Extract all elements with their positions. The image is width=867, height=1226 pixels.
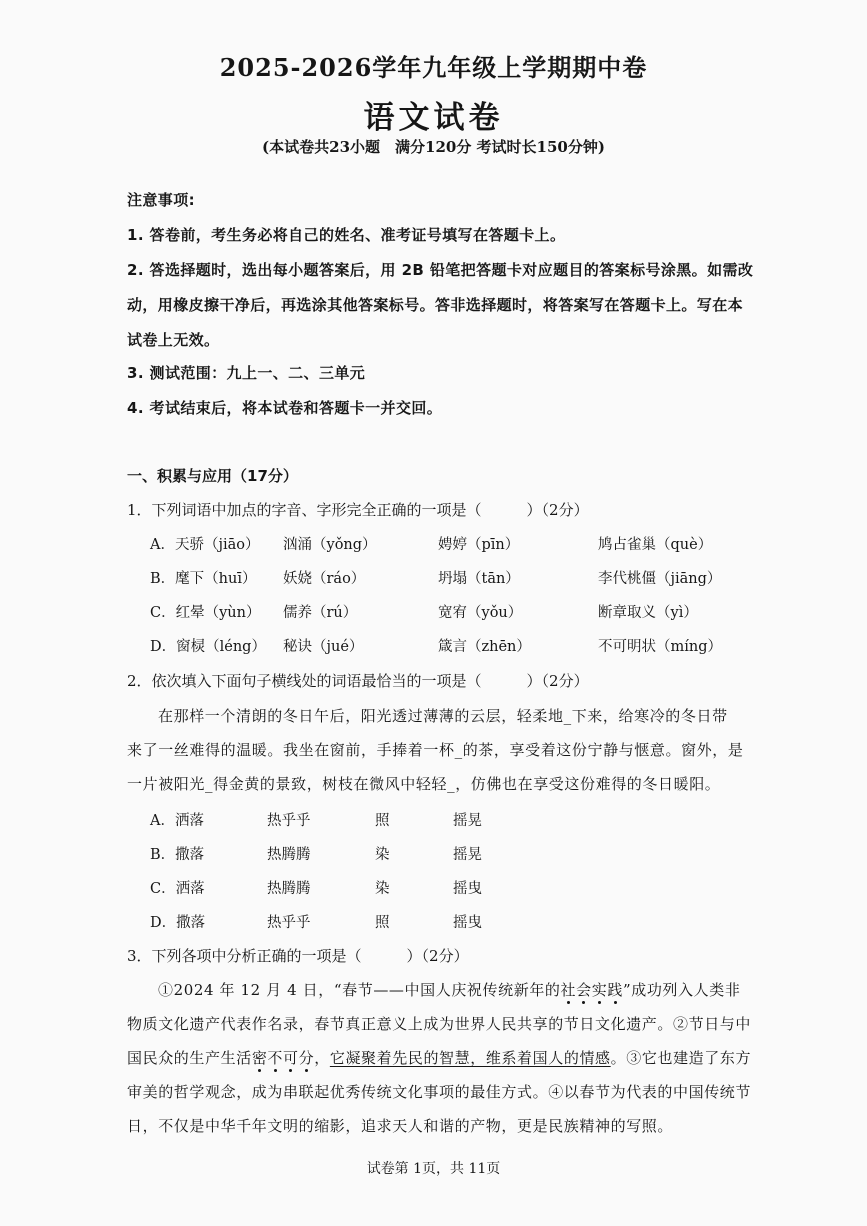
question-2-passage-line-2: 来了一丝难得的温暖。我坐在窗前，手捧着一杯_的茶，享受着这份宁静与惬意。窗外，是 <box>127 741 744 759</box>
question-2-passage-line-3: 一片被阳光_得金黄的景致，树枝在微风中轻轻_，仿佛也在享受这份难得的冬日暖阳。 <box>127 775 721 793</box>
option-B-item-2: 热腾腾 <box>267 847 311 863</box>
option-A-item-2: 热乎乎 <box>267 813 311 829</box>
question-3-passage-line-2: 物质文化遗产代表作名录，春节真正意义上成为世界人民共享的节日文化遗产。②节日与中 <box>127 1015 752 1033</box>
passage-text: ①2024 年 12 月 4 日，“春节——中国人庆祝传统新年的 <box>158 981 561 999</box>
option-B-item-2: 妖娆（ráo） <box>283 571 366 587</box>
question-3-passage-line-4: 审美的哲学观念，成为串联起优秀传统文化事项的最佳方式。④以春节为代表的中国传统节 <box>127 1083 752 1101</box>
emphasis-char: 会 <box>576 981 592 999</box>
question-3-stem: 3．下列各项中分析正确的一项是（ ）（2分） <box>127 947 469 965</box>
option-D-item-2: 热乎乎 <box>267 915 311 931</box>
passage-text: ”成功列入人类非 <box>622 981 741 999</box>
page-footer: 试卷第 1页，共 11页 <box>366 1161 501 1177</box>
notice-item-2-line-3: 试卷上无效。 <box>127 331 220 349</box>
question-3-passage-line-3 <box>127 1047 751 1068</box>
notice-item-4: 4. 考试结束后，将本试卷和答题卡一并交回。 <box>127 399 443 417</box>
option-B-item-3: 坍塌（tān） <box>438 571 520 587</box>
option-A-item-3: 娉婷（pīn） <box>438 537 520 553</box>
emphasis-char: 密 <box>251 1049 268 1067</box>
notice-item-3: 3. 测试范围：九上一、二、三单元 <box>127 364 366 382</box>
notice-item-2-line-2: 动，用橡皮擦干净后，再选涂其他答案标号。答非选择题时，将答案写在答题卡上。写在本 <box>127 296 744 314</box>
option-C-item-2: 儒养（rú） <box>283 605 358 621</box>
emphasis-char: 分 <box>298 1049 315 1067</box>
option-C-item-2: 热腾腾 <box>267 881 311 897</box>
option-B-item-1: B．撒落 <box>150 847 205 863</box>
option-B-item-1: B．麾下（huī） <box>150 571 257 587</box>
subject-title: 语文试卷 <box>363 100 504 136</box>
option-B-item-3: 染 <box>375 847 390 863</box>
option-D-item-3: 照 <box>375 915 390 931</box>
option-C-item-4: 断章取义（yì） <box>598 605 698 621</box>
option-A-item-4: 鸠占雀巢（què） <box>598 537 713 553</box>
option-D-item-4: 不可明状（míng） <box>598 639 723 655</box>
option-D-item-1: D．撒落 <box>150 915 206 931</box>
question-3-passage-line-1 <box>158 979 740 1000</box>
emphasis-char: 可 <box>283 1049 299 1067</box>
option-C-item-1: C．洒落 <box>150 881 205 897</box>
section-1-heading: 一、积累与应用（17分） <box>127 467 298 485</box>
option-B-item-4: 摇晃 <box>453 847 482 863</box>
underlined-sentence: 它凝聚着先民的智慧，维系着国人的情感 <box>329 1049 611 1067</box>
dotted-phrase-inseparable <box>252 1049 314 1067</box>
option-C-item-3: 宽宥（yǒu） <box>438 605 523 621</box>
exam-title: 2025-2026学年九年级上学期期中卷 <box>219 53 648 82</box>
notice-heading: 注意事项: <box>127 191 195 209</box>
option-D-item-4: 摇曳 <box>453 915 482 931</box>
passage-text: 。③它也建造了东方 <box>610 1049 752 1067</box>
exam-info: (本试卷共23小题 满分120分 考试时长150分钟) <box>262 138 605 156</box>
option-A-item-4: 摇晃 <box>453 813 482 829</box>
question-2-passage-line-1: 在那样一个清朗的冬日午后，阳光透过薄薄的云层，轻柔地_下来，给寒冷的冬日带 <box>158 707 728 725</box>
option-D-item-1: D．窗棂（léng） <box>150 639 266 655</box>
option-C-item-3: 染 <box>375 881 390 897</box>
option-A-item-1: A．天骄（jiāo） <box>150 537 260 553</box>
option-D-item-3: 箴言（zhēn） <box>438 639 531 655</box>
passage-text: 国民众的生产生活 <box>127 1049 252 1067</box>
option-A-item-1: A．洒落 <box>150 813 204 829</box>
option-B-item-4: 李代桃僵（jiāng） <box>598 571 722 587</box>
dotted-phrase-social-practice <box>561 981 623 999</box>
question-1-stem: 1．下列词语中加点的字音、字形完全正确的一项是（ ）（2分） <box>127 501 589 519</box>
option-A-item-3: 照 <box>375 813 390 829</box>
emphasis-char: 社 <box>560 981 577 999</box>
emphasis-char: 践 <box>607 981 623 999</box>
notice-item-2-line-1: 2. 答选择题时，选出每小题答案后，用 2B 铅笔把答题卡对应题目的答案标号涂黑。如需改 <box>127 261 754 279</box>
question-3-passage-line-5: 日，不仅是中华千年文明的缩影，追求天人和谐的产物，更是民族精神的写照。 <box>127 1117 674 1135</box>
notice-item-1: 1. 答卷前，考生务必将自己的姓名、准考证号填写在答题卡上。 <box>127 226 566 244</box>
emphasis-char: 不 <box>267 1049 284 1067</box>
option-D-item-2: 秘诀（jué） <box>283 639 364 655</box>
option-C-item-4: 摇曳 <box>453 881 482 897</box>
option-A-item-2: 汹涌（yǒng） <box>283 537 377 553</box>
option-C-item-1: C．红晕（yùn） <box>150 605 261 621</box>
question-2-stem: 2．依次填入下面句子横线处的词语最恰当的一项是（ ）（2分） <box>127 672 589 690</box>
passage-text: ， <box>314 1049 330 1067</box>
emphasis-char: 实 <box>591 981 608 999</box>
